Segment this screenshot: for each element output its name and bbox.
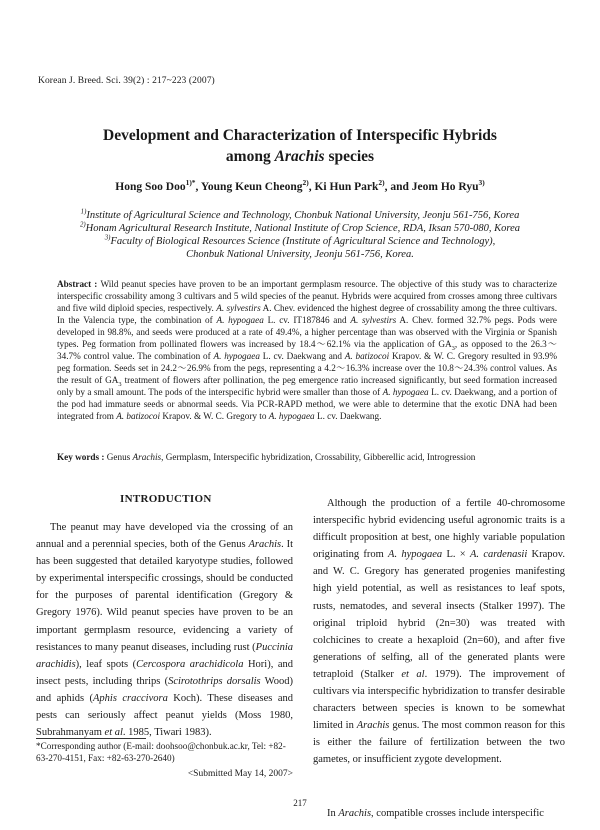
affiliation-continued: Chonbuk National University, Jeonju 561-756, Korea. [186,249,414,260]
affiliation-mark: 1) [80,208,87,216]
affiliation [0,235,600,248]
affiliation-mark: 3) [104,234,111,242]
author-affiliation-mark: 1)* [185,178,196,188]
author-name: Ki Hun Park [314,181,379,193]
abstract-label: Abstract : [57,279,101,289]
affiliation-mark: 2) [79,221,86,229]
author-affiliation-mark: 2) [378,178,385,188]
author-list: Hong Soo Doo$^{1)*}$, Young Keun Cheong$^{2)}$, Ki Hun Park$^{2)}$, and Jeom Ho Ryu$^{3)}$ [115,178,485,193]
affiliation-text: Institute of Agricultural Science and Technology, Chonbuk National University, Jeonju 561-756, Korea [86,210,520,221]
title-text: among [225,148,275,165]
body-paragraph: In Arachis, compatible crosses include interspecific [327,808,544,819]
affiliation [0,222,600,235]
corresponding-author-footnote: *Corresponding author (E-mail: doohsoo@chonbuk.ac.kr, Tel: +82-63-270-4151, Fax: +82-63-270-2640) [36,741,286,763]
paper-title-line-2 [0,148,600,166]
author-affiliation-mark: 3) [478,178,485,188]
submission-date: <Submitted May 14, 2007> [187,769,293,779]
affiliation-text: Faculty of Biological Resources Science (Institute of Agricultural Science and Technology), [110,236,496,247]
affiliation-text: Honam Agricultural Research Institute, National Institute of Crop Science, RDA, Iksan 570-080, Korea [85,223,521,234]
paper-title-line-1: Development and Characterization of Interspecific Hybrids [103,127,497,144]
author-name: Young Keun Cheong [200,181,303,193]
keywords: Key words : Genus Arachis, Germplasm, Interspecific hybridization, Crossability, Gibberellic acid, Introgression [57,452,476,462]
section-heading: INTRODUCTION [120,493,212,505]
journal-citation: Korean J. Breed. Sci. 39(2) : 217~223 (2007) [38,76,215,86]
author-name: Jeom Ho Ryu [411,181,479,193]
keywords-label: Key words : [57,452,107,462]
page-number: 217 [293,798,307,808]
author-name: Hong Soo Doo [115,181,186,193]
body-paragraph: Although the production of a fertile 40-chromosome interspecific hybrid evidencing useful agronomic traits is a difficult proposition at best, one highly variable population originating from A. hypogaea L. × A. cardenasii Krapov. and W. C. Gregory has generated progenies manifesting high yield potential, as well as resistances to leaf spots, rusts, nematodes, and several insects (Stalker 1997). The original triploid hybrid (2n=30) was treated with colchicines to create a hexaploid (2n=60), and after five generations of selfing, all of the generated plants were tetraploid (Stalker et al. 1979). The improvement of cultivars via interspecific hybridization to transfer desirable characters between species is known to be somewhat limited in Arachis genus. The most common reason for this is either the failure of fertilization between the two gametes, or insufficient zygote development. [313,498,565,766]
abstract: Abstract : Wild peanut species have proven to be an important germplasm resource. The objective of this study was to characterize interspecific crossability among 3 cultivars and 5 wild species of the peanut. Hybrids were acquired from crosses among three cultivars and five wild diploid species, respectively. A. sylvestirs A. Chev. evidenced the highest degree of crossability among the three cultivars. In the Valencia type, the combination of A. hypogaea L. cv. IT187846 and A. sylvestirs A. Chev. formed 32.7% pegs. Pods were developed in 98.8%, and seeds were produced at a rate of 49.4%, a higher percentage than was observed with the Virginia or Spanish types. Peg formation from pollinated flowers was increased by 18.4～62.1% via the application of $GA_3$, as opposed to the 26.3～34.7% control value. The combination of A. hypogaea L. cv. Daekwang and A. batizocoi Krapov. & W. C. Gregory resulted in 93.9% peg formation. Seeds set in 24.2～26.9% from the pegs, representing a 4.2～16.3% increase over the 10.8～24.3% control values. As the result of $GA_3$ treatment of flowers after pollination, the peg emergence ratio increased significantly, but seed formation increased only by a small amount. The pods of the interspecific hybrid were smaller than those of A. hypogaea L. cv. Daekwang, and a portion of the pod had immature seeds or abnormal seeds. Via PCR-RAPD method, we were able to determine that the exotic DNA had been integrated from A. batizocoi Krapov. & W. C. Gregory to A. hypogaea L. cv. Daekwang. [57,279,557,421]
footnote-divider [36,738,146,739]
affiliation [0,209,600,222]
author-affiliation-mark: 2) [302,178,309,188]
title-genus: Arachis [274,148,325,165]
title-text: species [324,148,375,165]
introduction-paragraph: The peanut may have developed via the crossing of an annual and a perennial species, both of the Genus Arachis. It has been suggested that detailed karyotype studies, followed by experimental interspecific crossings, should be conducted for the purposes of parental identification (Gregory & Gregory 1976). Wild peanut species have proven to be an important germplasm resource, evidencing a variety of resistances to many peanut diseases, including rust (Puccinia arachidis), leaf spots (Cercospora arachidicola Hori), and insect pests, including thrips (Scirotothrips dorsalis Wood) and aphids (Aphis craccivora Koch). These diseases and pests can seriously affect peanut yields (Moss 1980, Subrahmanyam et al. 1985, Tiwari 1983). [36,522,294,739]
